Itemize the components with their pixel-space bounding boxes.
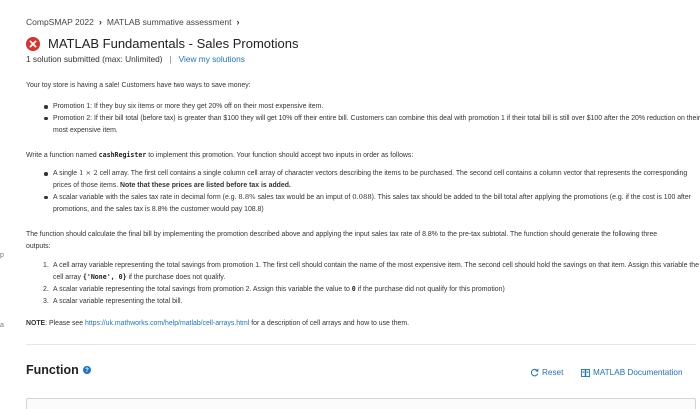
output-item [43,296,700,308]
page-title: MATLAB Fundamentals - Sales Promotions [48,36,299,51]
cell-size-math: 1 × 2 [79,169,98,177]
promotion-item: Promotion 1: If they buy six items or more they get 20% off on their most expensive item. [53,101,700,113]
edge-letter-bottom: a [0,322,4,329]
refresh-icon [530,368,539,377]
cell-arrays-link[interactable]: https://uk.mathworks.com/help/matlab/cell-arrays.html [85,320,250,327]
function-heading [26,363,91,377]
promotions-list [26,101,700,137]
reset-button[interactable] [530,368,563,377]
input-text: cell array. The first cell contains a single column cell array of character vectors describing the items to be purchased. The second cell contains a column vector that represents the corresponding prices of those items. [53,170,688,189]
breadcrumb-item-assessment[interactable]: MATLAB summative assessment [106,17,232,27]
tax-percent-math: 8.8% [238,192,256,201]
output-text: if the purchase did not qualify for this promotion) [355,285,505,293]
write-text-after: to implement this promotion. Your function should accept two inputs in order as follows: [146,152,414,159]
note-text-before: : Please see [45,320,85,327]
output-text: A scalar variable representing the total bill. [53,297,183,305]
output-item [43,284,700,296]
matlab-documentation-button[interactable] [581,368,683,377]
title-row [26,36,298,51]
promotion-item: Promotion 2: If their bill total (before tax) is greater than $100 they will get 10% off their entire bill. Customers can combine this deal with promotion 1 if their total bill is still over $100 after the 20% reduction on their most expensive item. [53,113,700,137]
breadcrumb-chevron-icon: › [98,17,102,27]
output-text: A scalar variable representing the total savings from promotion 2. Assign this variable the value to [53,285,352,293]
output-item [43,260,700,284]
function-heading-label: Function [26,363,79,377]
breadcrumb [26,17,244,27]
output-text: A cell array variable representing the total savings from promotion 1. The first cell should contain the name of the most expensive item. The second cell should hold the savings on that item. Assign this variable the cell array [53,262,699,281]
input-text: A scalar variable with the sales tax rate in decimal form (e.g. [53,193,239,201]
docs-label: MATLAB Documentation [593,368,683,377]
reset-label: Reset [542,368,564,377]
svg-text:?: ? [84,368,89,374]
breadcrumb-item-course[interactable]: CompSMAP 2022 [26,17,94,27]
tax-value-math: 0.088 [352,192,372,201]
submission-count: 1 solution submitted (max: Unlimited) [26,54,163,64]
input-text: A single [53,170,80,177]
edge-letter-top: p [0,252,4,259]
question-circle-icon[interactable] [83,366,91,374]
intro-text: Your toy store is having a sale! Customers have two ways to save money: [26,82,251,89]
list-number: 1. [43,262,49,269]
section-divider [26,344,696,345]
book-icon [581,369,590,377]
calculation-text: The function should calculate the final bill by implementing the promotion described above and applying the input sales tax rate of 8.8% to the pre-tax subtotal. The function should generate the following three outputs: [26,231,658,250]
note-text-after: for a description of cell arrays and how to use them. [249,320,410,327]
input-text: ). This sales tax should be added to the bill total after applying the promotions (e.g. if the cost is 100 after promotions, and the sales tax is 8.8% the customer would pay 108.8) [53,193,691,213]
tax-note-emphasis: Note that these prices are listed before tax is added. [120,181,291,189]
list-number: 2. [43,285,49,293]
input-item [53,192,700,216]
output-text: if the purchase does not qualify. [126,273,226,281]
note-text [26,318,409,330]
list-number: 3. [43,297,49,305]
submission-info [26,54,245,64]
function-name-code: cashRegister [98,151,147,159]
zero-code: 0 [351,284,356,293]
input-text: sales tax would be an imput of [255,193,353,201]
write-text-before: Write a function named [26,152,99,159]
none-cell-code: {'None', 0} [82,272,127,281]
divider: | [169,54,172,64]
red-x-circle-icon [26,37,40,51]
inputs-list [26,168,700,216]
view-solutions-link[interactable]: View my solutions [178,54,245,64]
input-item [53,168,700,192]
write-instruction [26,150,413,162]
breadcrumb-chevron-icon: › [236,17,240,27]
note-label: NOTE [26,320,46,327]
outputs-list [26,260,700,308]
